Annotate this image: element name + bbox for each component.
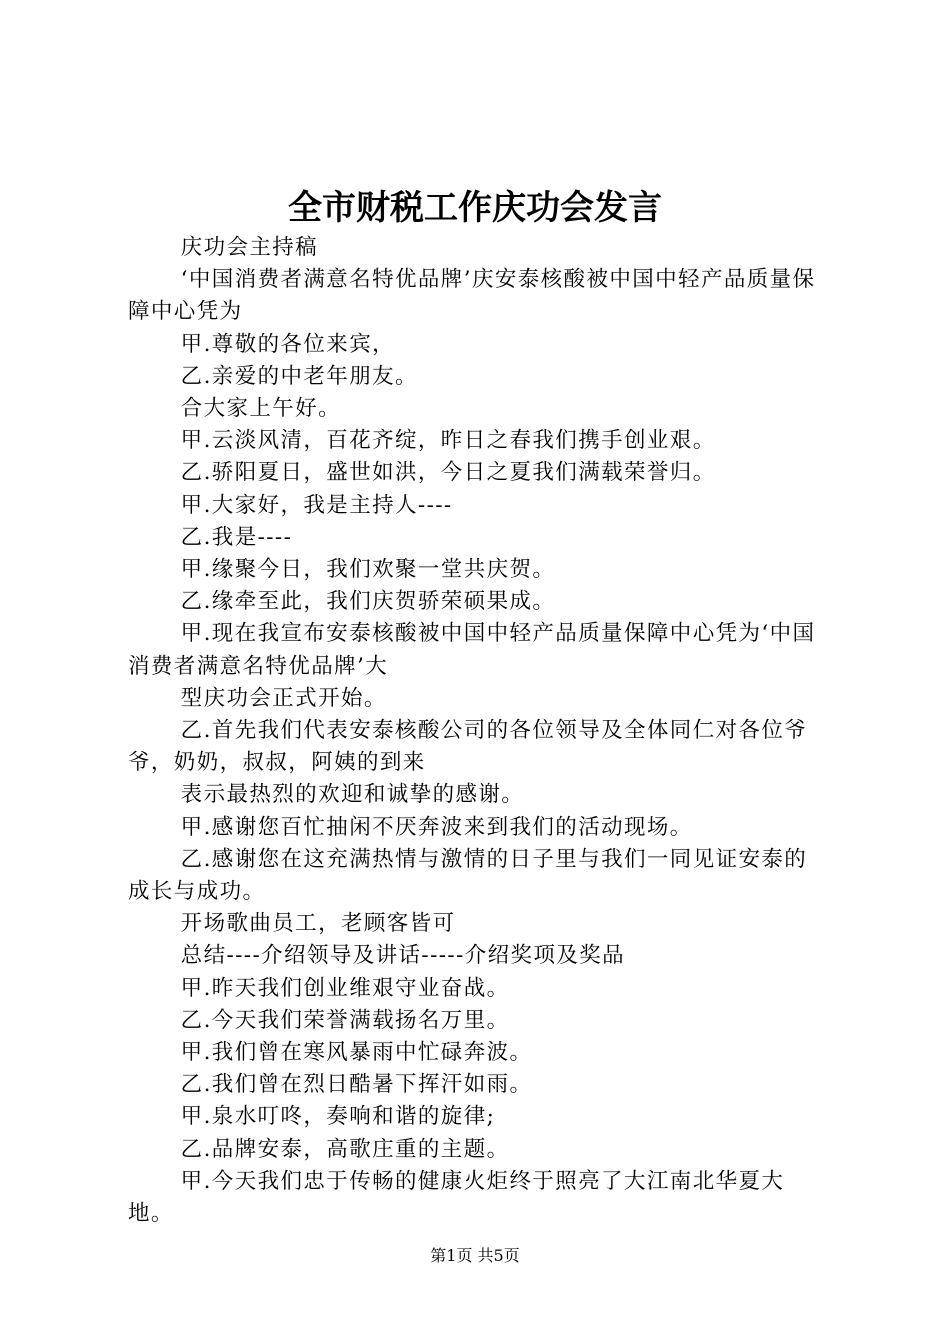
paragraph: 总结----介绍领导及讲话-----介绍奖项及奖品 [180,943,626,969]
paragraph: 甲.大家好，我是主持人---- [180,492,453,518]
paragraph: 甲.昨天我们创业维艰守业奋战。 [180,975,510,1001]
paragraph: ‘中国消费者满意名特优品牌’庆安泰核酸被中国中轻产品质量保障中心凭为 [128,267,816,325]
paragraph: 乙.缘牵至此，我们庆贺骄荣硕果成。 [180,589,556,615]
paragraph: 乙.今天我们荣誉满载扬名万里。 [180,1007,510,1033]
paragraph: 甲.尊敬的各位来宾， [180,331,396,357]
page-footer: 第1页 共5页 [430,1246,520,1265]
paragraph: 表示最热烈的欢迎和诚挚的感谢。 [180,782,525,808]
paragraph: 开场歌曲员工，老顾客皆可 [180,911,456,937]
paragraph: 甲.今天我们忠于传畅的健康火炬终于照亮了大江南北华夏大地。 [128,1168,785,1227]
paragraph: 乙.品牌安泰，高歌庄重的主题。 [180,1136,510,1162]
paragraph: 乙.我是---- [180,524,293,550]
paragraph: 庆功会主持稿 [180,235,319,260]
paragraph: 甲.云淡风清，百花齐绽，昨日之春我们携手创业艰。 [180,428,716,454]
document-body [128,232,830,1230]
paragraph: 甲.泉水叮咚，奏响和谐的旋律; [180,1104,496,1130]
paragraph: 合大家上午好。 [180,396,341,422]
paragraph: 甲.感谢您百忙抽闲不厌奔波来到我们的活动现场。 [180,814,693,840]
paragraph: 甲.我们曾在寒风暴雨中忙碌奔波。 [180,1040,533,1066]
paragraph: 乙.亲爱的中老年朋友。 [180,363,418,389]
paragraph: 乙.骄阳夏日，盛世如洪，今日之夏我们满载荣誉归。 [180,460,716,486]
paragraph: 乙.我们曾在烈日酷暑下挥汗如雨。 [180,1072,533,1098]
paragraph: 甲.缘聚今日，我们欢聚一堂共庆贺。 [180,557,556,583]
paragraph: 型庆功会正式开始。 [180,685,387,711]
paragraph: 乙.首先我们代表安泰核酸公司的各位领导及全体同仁对各位爷爷，奶奶，叔叔，阿姨的到来 [128,718,808,776]
document-title: 全市财税工作庆功会发言 [288,188,662,228]
paragraph: 乙.感谢您在这充满热情与激情的日子里与我们一同见证安泰的成长与成功。 [128,846,808,905]
paragraph: 甲.现在我宣布安泰核酸被中国中轻产品质量保障中心凭为‘中国消费者满意名特优品牌’大 [128,621,816,679]
